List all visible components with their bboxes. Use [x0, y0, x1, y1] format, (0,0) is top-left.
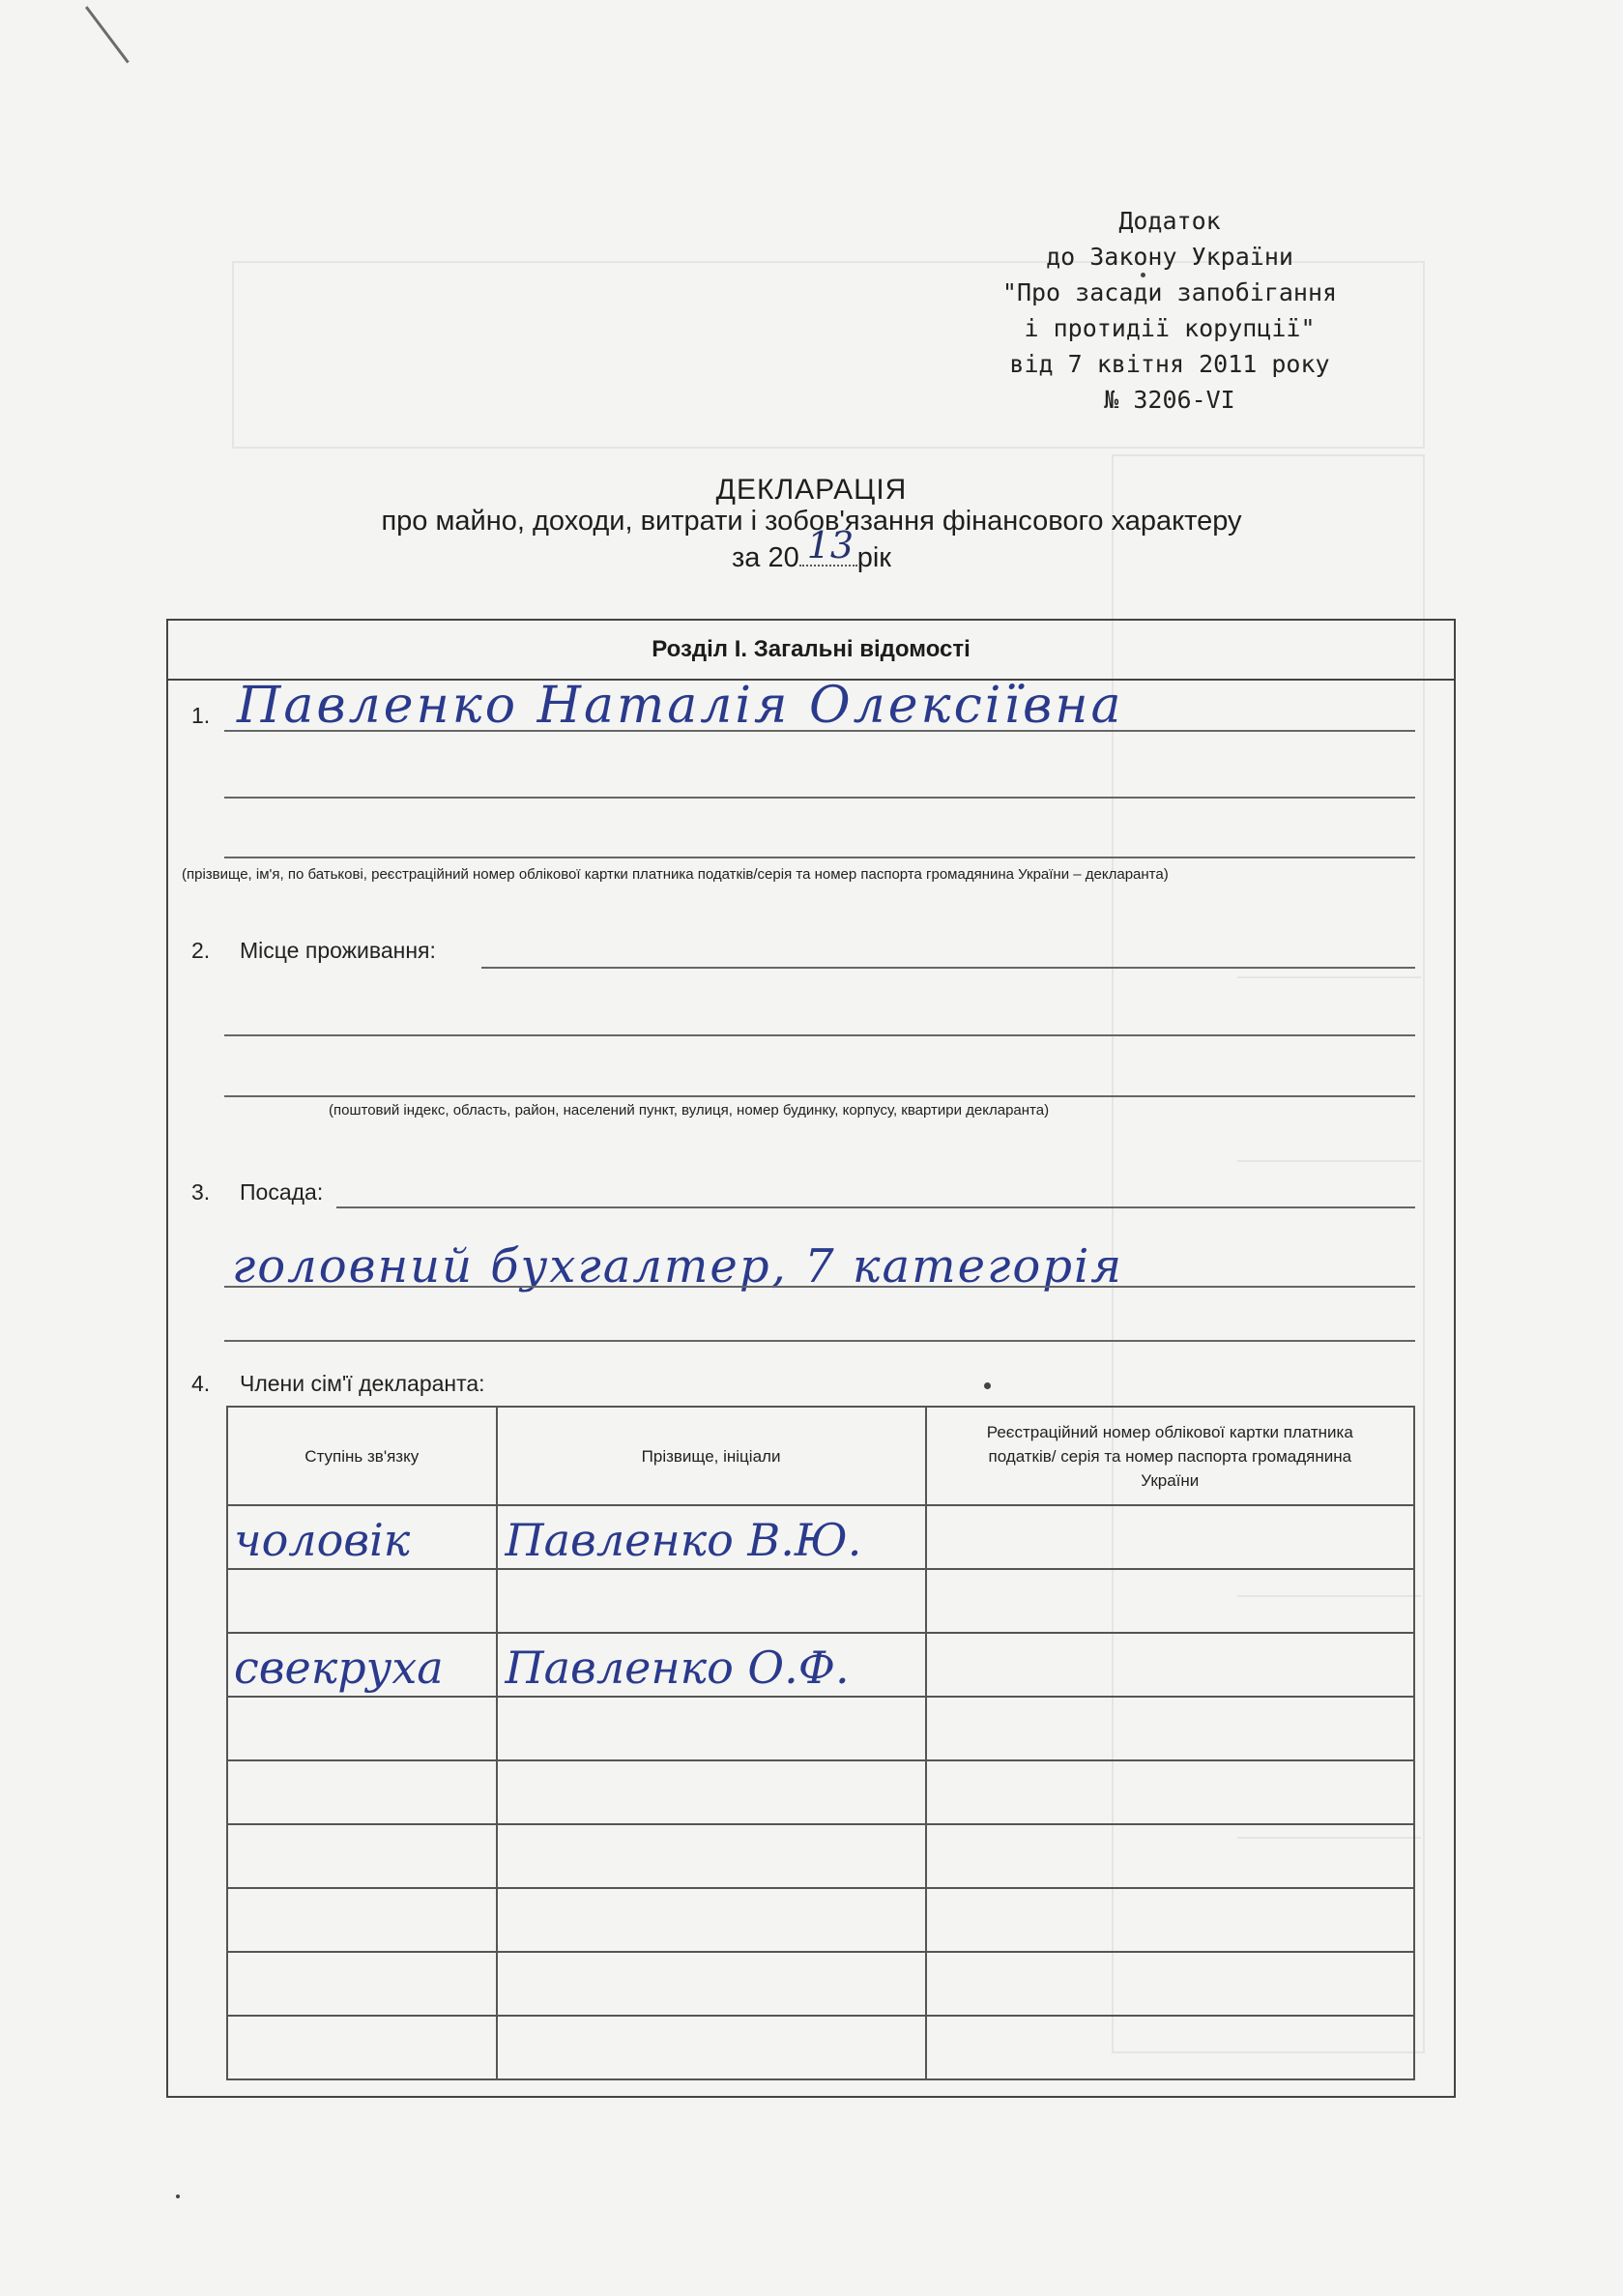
- header-relation: Ступінь зв'язку: [227, 1407, 497, 1505]
- item3-handwritten-position: головний бухгалтер, 7 категорія: [232, 1239, 1124, 1293]
- item4-number: 4.: [191, 1371, 211, 1396]
- table-row: [227, 1569, 1414, 1633]
- cell-relation: [227, 1633, 497, 1697]
- cell-tax-number: [926, 1505, 1414, 1569]
- document-title: ДЕКЛАРАЦІЯ: [715, 474, 908, 506]
- cell-relation: [227, 1824, 497, 1888]
- item2-line: [481, 967, 1415, 969]
- cell-name: [497, 1888, 926, 1952]
- table-row: [227, 1824, 1414, 1888]
- corner-scratch: [85, 6, 130, 63]
- family-members-table: [226, 1406, 1415, 2080]
- table-row: [227, 2016, 1414, 2079]
- item1-line: [224, 730, 1415, 732]
- year-suffix: рік: [856, 542, 891, 573]
- cell-tax-number: [926, 2016, 1414, 2079]
- item1-caption: (прізвище, ім'я, по батькові, реєстраційний номер облікової картки платника податків/серія та номер паспорта громадянина України – декларанта): [182, 866, 1169, 883]
- cell-name: [497, 2016, 926, 2079]
- appendix-reference: [928, 203, 1411, 418]
- table-row: [227, 1760, 1414, 1824]
- family-relation: чоловік: [234, 1514, 411, 1566]
- cell-name: [497, 1952, 926, 2016]
- year-handwritten: 13: [806, 524, 855, 567]
- item2-number: 2.: [191, 938, 211, 963]
- scan-speck: [1141, 273, 1145, 277]
- cell-name: [497, 1824, 926, 1888]
- appendix-line: від 7 квітня 2011 року: [1009, 350, 1330, 378]
- appendix-line: № 3206-VI: [1104, 386, 1235, 414]
- document-subtitle: про майно, доходи, витрати і зобов'язання фінансового характеру: [381, 506, 1242, 537]
- cell-tax-number: [926, 1697, 1414, 1760]
- table-row: [227, 1505, 1414, 1569]
- cell-relation: [227, 1888, 497, 1952]
- scan-speck: [176, 2194, 180, 2198]
- item2-line-2: [224, 1034, 1415, 1036]
- cell-tax-number: [926, 1952, 1414, 2016]
- item1-line-3: [224, 857, 1415, 858]
- table-row: [227, 1633, 1414, 1697]
- report-year: [0, 524, 1623, 574]
- table-row: [227, 1952, 1414, 2016]
- cell-relation: [227, 1760, 497, 1824]
- cell-tax-number: [926, 1824, 1414, 1888]
- appendix-line: і протидії корупції": [1024, 314, 1316, 342]
- cell-tax-number: [926, 1760, 1414, 1824]
- family-relation: свекруха: [234, 1642, 444, 1694]
- cell-tax-number: [926, 1633, 1414, 1697]
- item3-line-2: [224, 1286, 1415, 1288]
- item3-number: 3.: [191, 1179, 211, 1205]
- cell-relation: [227, 1697, 497, 1760]
- section-heading: Розділ І. Загальні відомості: [168, 621, 1454, 681]
- table-row: [227, 1697, 1414, 1760]
- cell-tax-number: [926, 1569, 1414, 1633]
- family-member-name: Павленко В.Ю.: [505, 1514, 862, 1566]
- item3-label: Посада:: [240, 1179, 324, 1205]
- item2-caption: (поштовий індекс, область, район, населений пункт, вулиця, номер будинку, корпусу, квартири декларанта): [329, 1102, 1050, 1119]
- appendix-line: "Про засади запобігання: [1001, 278, 1338, 306]
- item2-line-3: [224, 1095, 1415, 1097]
- appendix-line: Додаток: [1118, 207, 1221, 235]
- year-prefix: за 20: [731, 542, 799, 573]
- appendix-line: до Закону України: [1046, 243, 1293, 271]
- item3-line: [336, 1206, 1415, 1208]
- item1-handwritten-name: Павленко Наталія Олексіївна: [237, 677, 1124, 735]
- header-tax-number: Реєстраційний номер облікової картки платника податків/ серія та номер паспорта громадянина України: [926, 1407, 1414, 1505]
- item4-label: Члени сім'ї декларанта:: [240, 1371, 485, 1396]
- cell-tax-number: [926, 1888, 1414, 1952]
- cell-relation: [227, 2016, 497, 2079]
- item1-line-2: [224, 797, 1415, 799]
- table-header-row: [227, 1407, 1414, 1505]
- scan-speck: [984, 1382, 991, 1389]
- item1-number: 1.: [191, 703, 211, 728]
- cell-name: [497, 1633, 926, 1697]
- cell-relation: [227, 1569, 497, 1633]
- item3-line-3: [224, 1340, 1415, 1342]
- cell-relation: [227, 1505, 497, 1569]
- cell-name: [497, 1569, 926, 1633]
- year-field: [799, 524, 857, 567]
- item2-label: Місце проживання:: [240, 938, 436, 963]
- header-name: Прізвище, ініціали: [497, 1407, 926, 1505]
- table-row: [227, 1888, 1414, 1952]
- cell-name: [497, 1505, 926, 1569]
- cell-name: [497, 1760, 926, 1824]
- family-member-name: Павленко О.Ф.: [505, 1642, 850, 1694]
- cell-name: [497, 1697, 926, 1760]
- cell-relation: [227, 1952, 497, 2016]
